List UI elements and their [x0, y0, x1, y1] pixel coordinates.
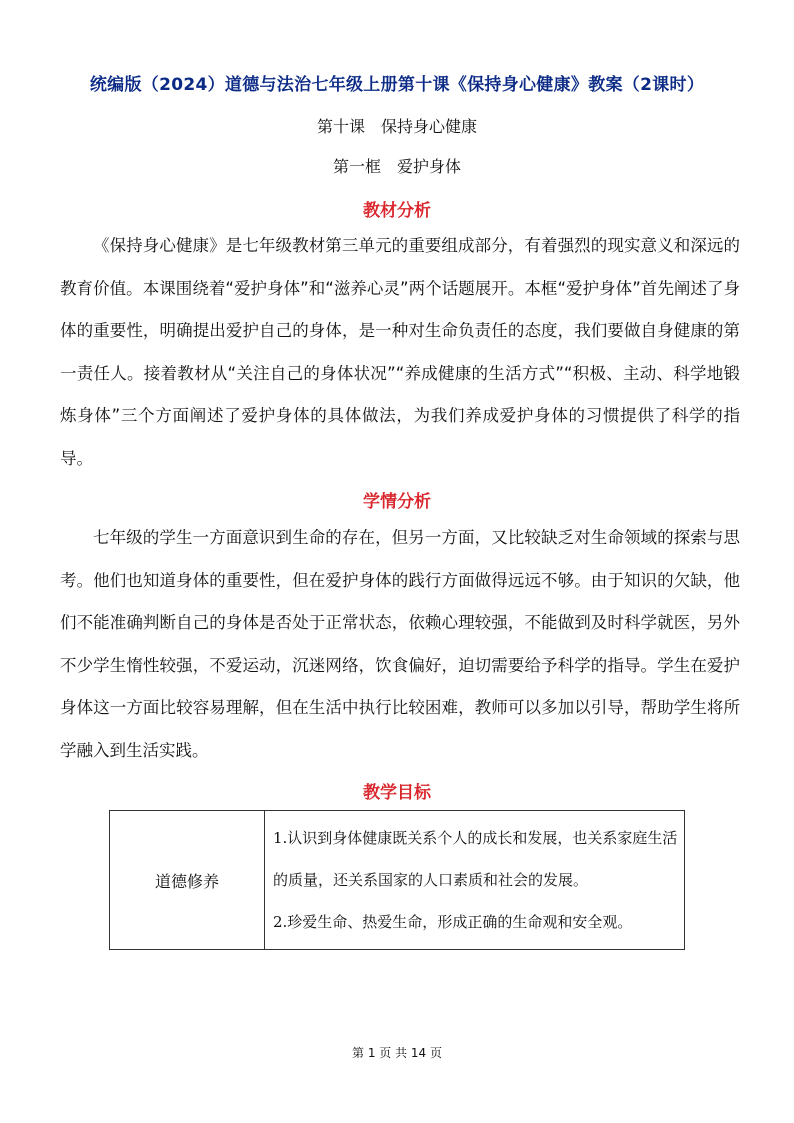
teaching-goals-table	[109, 810, 685, 950]
textbook-analysis-heading: 教材分析	[363, 201, 431, 221]
goal-item: 2.珍爱生命、热爱生命，形成正确的生命观和安全观。	[273, 913, 633, 931]
student-analysis-heading: 学情分析	[363, 492, 431, 512]
goal-item: 1.认识到身体健康既关系个人的成长和发展，也关系家庭生活的质量，还关系国家的人口素质和社会的发展。	[273, 829, 678, 889]
frame-title: 第一框 爱护身体	[332, 157, 461, 176]
lesson-title: 第十课 保持身心健康	[316, 117, 477, 136]
table-row	[110, 811, 685, 950]
page-number: 第 1 页 共 14 页	[352, 1046, 442, 1060]
goal-items	[265, 811, 685, 950]
textbook-analysis-paragraph: 《保持身心健康》是七年级教材第三单元的重要组成部分，有着强烈的现实意义和深远的教育价值。本课围绕着“爱护身体”和“滋养心灵”两个话题展开。本框“爱护身体”首先阐述了身体的重要性，明确提出爱护自己的身体，是一种对生命负责任的态度，我们要做自身健康的第一责任人。接着教材从“关注自己的身体状况”“养成健康的生活方式”“积极、主动、科学地锻炼身体”三个方面阐述了爱护身体的具体做法，为我们养成爱护身体的习惯提供了科学的指导。	[60, 236, 740, 468]
teaching-goals-heading: 教学目标	[363, 783, 431, 803]
document-title: 统编版（2024）道德与法治七年级上册第十课《保持身心健康》教案（2课时）	[89, 75, 705, 95]
student-analysis-paragraph: 七年级的学生一方面意识到生命的存在，但另一方面，又比较缺乏对生命领域的探索与思考。他们也知道身体的重要性，但在爱护身体的践行方面做得远远不够。由于知识的欠缺，他们不能准确判断自己的身体是否处于正常状态，依赖心理较强，不能做到及时科学就医，另外不少学生惰性较强，不爱运动，沉迷网络，饮食偏好，迫切需要给予科学的指导。学生在爱护身体这一方面比较容易理解，但在生活中执行比较困难，教师可以多加以引导，帮助学生将所学融入到生活实践。	[60, 528, 740, 760]
goal-category: 道德修养	[110, 811, 265, 950]
